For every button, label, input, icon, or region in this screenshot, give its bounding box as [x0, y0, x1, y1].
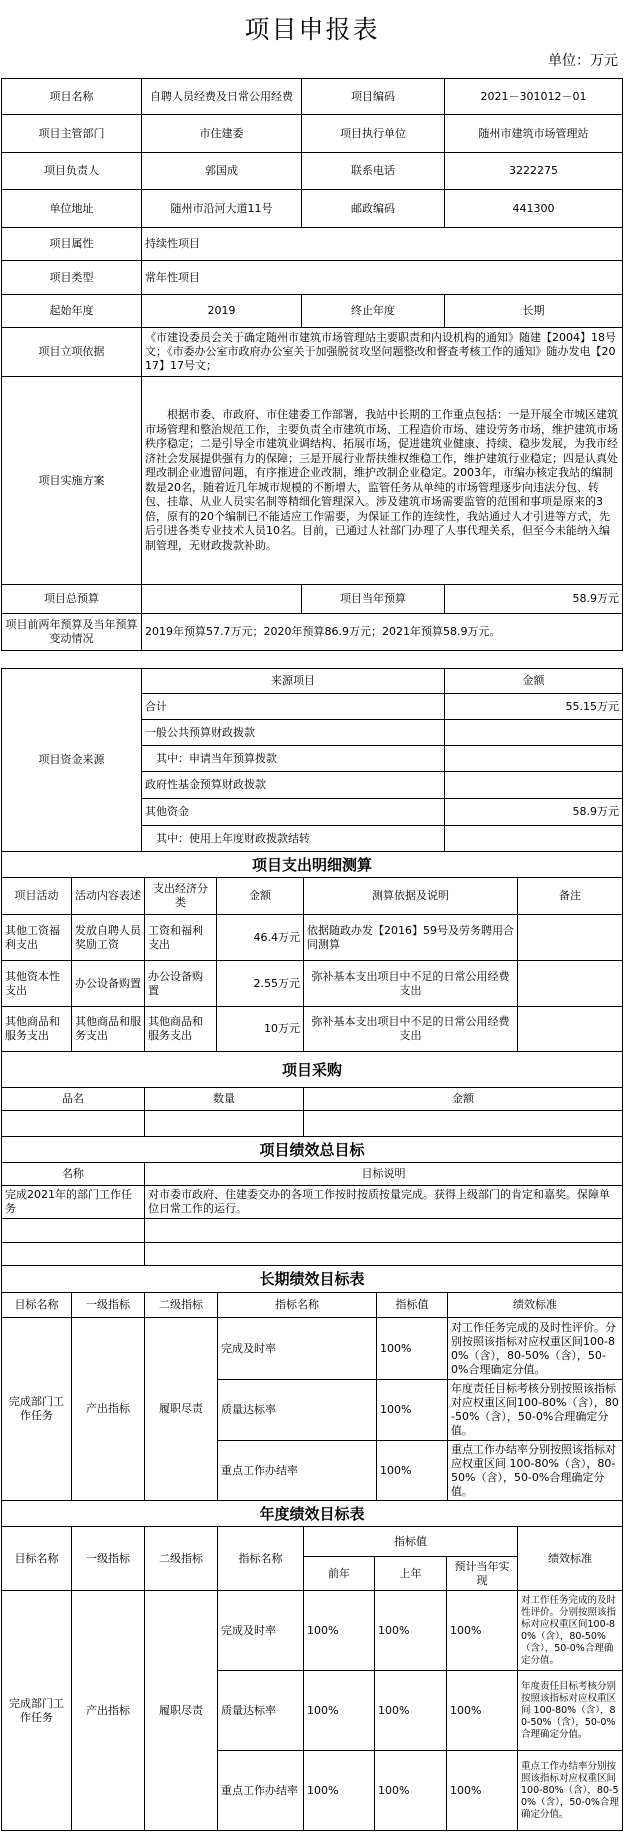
attr: 持续性项目: [142, 228, 623, 261]
annual-indicator: 质量达标率: [218, 1671, 304, 1751]
funding-row-apply: 其中：申请当年预算拨款: [142, 746, 445, 772]
empty-cell: [2, 1219, 145, 1243]
expense-cell: 发放自聘人员奖励工资: [72, 915, 145, 961]
annual-header: 指标值: [304, 1527, 518, 1557]
expense-table: [1, 851, 623, 1052]
type: 常年性项目: [142, 261, 623, 295]
longterm-indicator: 重点工作办结率: [218, 1441, 377, 1501]
purchase-header: 品名: [2, 1088, 145, 1111]
annual-standard: 年度责任目标考核分别按照该指标对应权重区间 100-80%（含），80-50%（含），50-0%合理确定分值。: [518, 1671, 623, 1751]
funding-row-other: 其他资金: [142, 799, 445, 826]
basis: 《市建设委员会关于确定随州市建筑市场管理站主要职责和内设机构的通知》随建【2004】18号文；《市委办公室市政府办公室关于加强脱贫攻坚问题整改和督查考核工作的通知》随办发电【2017】17号文；: [142, 328, 623, 377]
longterm-standard: 重点工作办结率分别按照该指标对应权重区间 100-80%（含），80-50%（含），50-0%合理确定分值。: [448, 1441, 623, 1501]
funding-amount-other: 58.9万元: [445, 799, 623, 826]
performance-table: [1, 1136, 623, 1266]
dept: 市住建委: [142, 115, 302, 153]
exec: 随州市建筑市场管理站: [445, 115, 623, 153]
annual-subheader: 前年: [304, 1557, 375, 1591]
purchase-header: 金额: [304, 1088, 623, 1111]
perf-col-desc: 目标说明: [145, 1163, 623, 1186]
unit-label: 单位：万元: [548, 53, 618, 69]
funding-amount-gov-fund: [445, 772, 623, 799]
table-row: [2, 915, 623, 961]
basic-info-table: [1, 78, 623, 651]
annual-header: 绩效标准: [518, 1527, 623, 1591]
end-label: 终止年度: [302, 295, 445, 328]
zip-label: 邮政编码: [302, 190, 445, 228]
longterm-value: 100%: [377, 1380, 448, 1441]
empty-cell: [145, 1219, 623, 1243]
expense-header: 金额: [217, 878, 304, 915]
annual-value: 100%: [375, 1671, 447, 1751]
expense-cell: 其他工资福利支出: [2, 915, 72, 961]
end: 长期: [445, 295, 623, 328]
table-row: [2, 1007, 623, 1052]
project-name: 自聘人员经费及日常公用经费: [142, 79, 302, 115]
annual-level1: 产出指标: [72, 1591, 145, 1831]
expense-header: 测算依据及说明: [304, 878, 518, 915]
funding-row-carry: 其中：使用上年度财政拨款结转: [142, 826, 445, 852]
plan-label: 项目实施方案: [2, 377, 142, 585]
annual-title: 年度绩效目标表: [2, 1501, 623, 1527]
table-row: [2, 1111, 623, 1137]
annual-value: 100%: [447, 1751, 518, 1831]
expense-header: 备注: [518, 878, 623, 915]
expense-cell: 其他商品和服务支出: [2, 1007, 72, 1052]
longterm-header: 绩效标准: [448, 1293, 623, 1318]
longterm-indicator: 质量达标率: [218, 1380, 377, 1441]
annual-value: 100%: [304, 1751, 375, 1831]
dept-label: 项目主管部门: [2, 115, 142, 153]
attr-label: 项目属性: [2, 228, 142, 261]
annual-header: 一级指标: [72, 1527, 145, 1591]
expense-cell: [518, 961, 623, 1007]
funding-table: [1, 668, 623, 852]
type-label: 项目类型: [2, 261, 142, 295]
perf-name: 完成2021年的部门工作任务: [2, 1186, 145, 1219]
expense-cell: 46.4万元: [217, 915, 304, 961]
start: 2019: [142, 295, 302, 328]
funding-amount-total: 55.15万元: [445, 694, 623, 720]
funding-label: 项目资金来源: [2, 669, 142, 852]
expense-cell: [518, 915, 623, 961]
expense-cell: 弥补基本支出项目中不足的日常公用经费支出: [304, 961, 518, 1007]
longterm-value: 100%: [377, 1318, 448, 1380]
annual-value: 100%: [304, 1591, 375, 1671]
empty-cell: [145, 1243, 623, 1266]
funding-amount-apply: [445, 746, 623, 772]
table-row: [2, 961, 623, 1007]
basis-label: 项目立项依据: [2, 328, 142, 377]
purchase-header: 数量: [145, 1088, 304, 1111]
expense-cell: 办公设备购置: [72, 961, 145, 1007]
address: 随州市沿河大道11号: [142, 190, 302, 228]
phone: 3222275: [445, 153, 623, 190]
longterm-standard: 对工作任务完成的及时性评价。分别按照该指标对应权重区间100-80%（含），80-50%（含），50-0%合理确定分值。: [448, 1318, 623, 1380]
expense-header: 活动内容表述: [72, 878, 145, 915]
annual-value: 100%: [375, 1751, 447, 1831]
col-source: 来源项目: [142, 669, 445, 694]
expense-cell: 其他商品和服务支出: [72, 1007, 145, 1052]
expense-cell: 依据随政办发【2016】59号及劳务聘用合同测算: [304, 915, 518, 961]
address-label: 单位地址: [2, 190, 142, 228]
longterm-goal: 完成部门工作任务: [2, 1318, 72, 1501]
longterm-level2: 履职尽责: [145, 1318, 218, 1501]
annual-value: 100%: [375, 1591, 447, 1671]
project-code: 2021－301012－01: [445, 79, 623, 115]
perf-col-name: 名称: [2, 1163, 145, 1186]
funding-amount-carry: [445, 826, 623, 852]
expense-cell: 2.55万元: [217, 961, 304, 1007]
leader-label: 项目负责人: [2, 153, 142, 190]
purchase-cell: [145, 1111, 304, 1137]
year-budget-label: 项目当年预算: [302, 585, 445, 614]
longterm-header: 指标名称: [218, 1293, 377, 1318]
longterm-standard: 年度责任目标考核分别按照该指标对应权重区间100-80%（含），80-50%（含），50-0%合理确定分值。: [448, 1380, 623, 1441]
expense-header: 支出经济分类: [145, 878, 217, 915]
annual-indicator: 完成及时率: [218, 1591, 304, 1671]
annual-table: [1, 1500, 623, 1831]
total-label: 项目总预算: [2, 585, 142, 614]
longterm-level1: 产出指标: [72, 1318, 145, 1501]
start-label: 起始年度: [2, 295, 142, 328]
funding-row-gov-fund: 政府性基金预算财政拨款: [142, 772, 445, 799]
longterm-value: 100%: [377, 1441, 448, 1501]
expense-title: 项目支出明细测算: [2, 852, 623, 878]
prev: 2019年预算57.7万元；2020年预算86.9万元；2021年预算58.9万元。: [142, 614, 623, 651]
expense-cell: [518, 1007, 623, 1052]
year-budget: 58.9万元: [445, 585, 623, 614]
project-name-label: 项目名称: [2, 79, 142, 115]
purchase-cell: [304, 1111, 623, 1137]
annual-subheader: 上年: [375, 1557, 447, 1591]
annual-goal: 完成部门工作任务: [2, 1591, 72, 1831]
perf-title: 项目绩效总目标: [2, 1137, 623, 1163]
page-title: 项目申报表: [244, 15, 380, 44]
expense-cell: 其他商品和服务支出: [145, 1007, 217, 1052]
longterm-header: 一级指标: [72, 1293, 145, 1318]
annual-value: 100%: [447, 1671, 518, 1751]
project-code-label: 项目编码: [302, 79, 445, 115]
annual-value: 100%: [447, 1591, 518, 1671]
expense-cell: 其他资本性支出: [2, 961, 72, 1007]
longterm-title: 长期绩效目标表: [2, 1266, 623, 1293]
plan: 根据市委、市政府、市住建委工作部署，我站中长期的工作重点包括：一是开展全市城区建筑市场管理和整治规范工作，主要负责全市建筑市场、工程造价市场、建设劳务市场，维护建筑市场秩序稳定；二是引导全市建筑业调结构、拓展市场，促进建筑业健康、持续、稳步发展，为我市经济社会发展提供强有力的保障；三是开展行业帮扶维权维稳工作，维护建筑行业稳定；四是认真处理改制企业遗留问题，有序推进企业改制，维护改制企业稳定。2003年，市编办核定我站的编制数是20名，随着近几年城市规模的不断增大，监管任务从单纯的市场管理逐步向违法分包、转包、挂靠、从业人员实名制等精细化管理深入。涉及建筑市场需要监管的范围和事项是原来的3倍，原有的20个编制已不能适应工作需要，为保证工作的连续性，我站通过人才引进等方式，先后引进各类专业技术人员10名。目前，已通过人社部门办理了人事代理关系，但至今未能纳入编制管理，无财政拨款补助。: [142, 377, 623, 585]
col-amount: 金额: [445, 669, 623, 694]
empty-cell: [2, 1243, 145, 1266]
annual-header: 指标名称: [218, 1527, 304, 1591]
funding-row-general: 一般公共预算财政拨款: [142, 720, 445, 746]
annual-subheader: 预计当年实现: [447, 1557, 518, 1591]
total: [142, 585, 302, 614]
expense-cell: 办公设备购置: [145, 961, 217, 1007]
exec-label: 项目执行单位: [302, 115, 445, 153]
annual-level2: 履职尽责: [145, 1591, 218, 1831]
longterm-header: 目标名称: [2, 1293, 72, 1318]
phone-label: 联系电话: [302, 153, 445, 190]
perf-desc: 对市委市政府、住建委交办的各项工作按时按质按量完成。获得上级部门的肯定和嘉奖。保障单位日常工作的运行。: [145, 1186, 623, 1219]
zip: 441300: [445, 190, 623, 228]
annual-standard: 对工作任务完成的及时性评价。分别按照该指标对应权重区间100-80%（含），80-50%（含），50-0%合理确定分值。: [518, 1591, 623, 1671]
expense-cell: 弥补基本支出项目中不足的日常公用经费支出: [304, 1007, 518, 1052]
annual-indicator: 重点工作办结率: [218, 1751, 304, 1831]
annual-value: 100%: [304, 1671, 375, 1751]
purchase-table: [1, 1051, 623, 1137]
purchase-title: 项目采购: [2, 1052, 623, 1088]
annual-header: 二级指标: [145, 1527, 218, 1591]
funding-amount-general: [445, 720, 623, 746]
expense-cell: 10万元: [217, 1007, 304, 1052]
expense-cell: 工资和福利支出: [145, 915, 217, 961]
purchase-cell: [2, 1111, 145, 1137]
leader: 郭国成: [142, 153, 302, 190]
funding-row-total: 合计: [142, 694, 445, 720]
longterm-header: 指标值: [377, 1293, 448, 1318]
expense-header: 项目活动: [2, 878, 72, 915]
annual-header: 目标名称: [2, 1527, 72, 1591]
prev-label: 项目前两年预算及当年预算变动情况: [2, 614, 142, 651]
annual-standard: 重点工作办结率分别按照该指标对应权重区间 100-80%（含），80-50%（含），50-0%合理确定分值。: [518, 1751, 623, 1831]
longterm-header: 二级指标: [145, 1293, 218, 1318]
longterm-indicator: 完成及时率: [218, 1318, 377, 1380]
longterm-table: [1, 1265, 623, 1501]
